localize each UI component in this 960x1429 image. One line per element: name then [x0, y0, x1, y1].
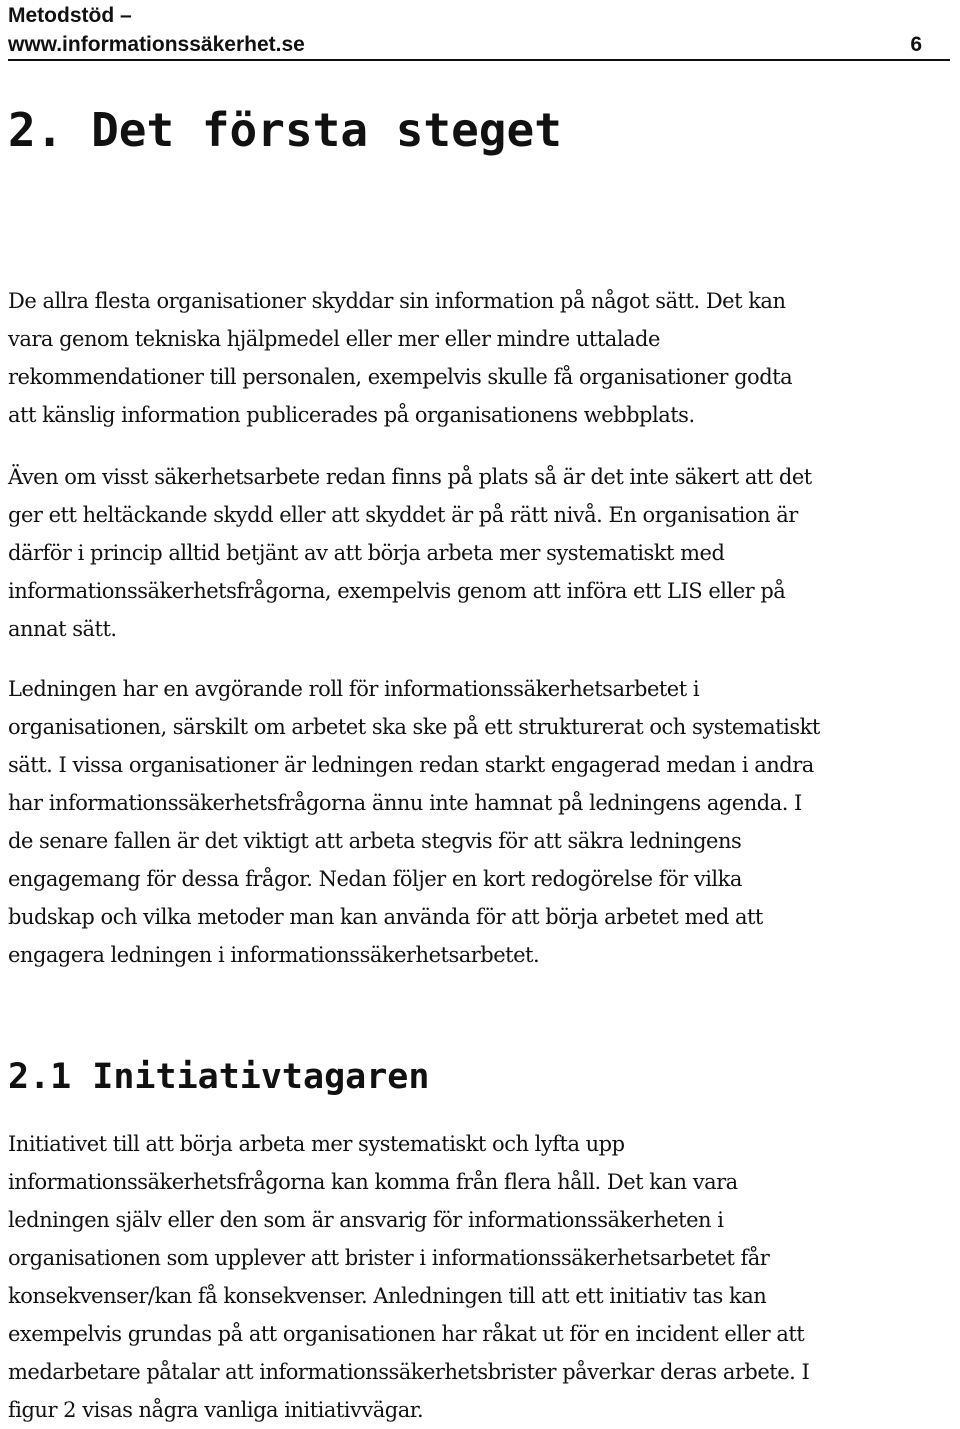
text-line: annat sätt. — [8, 617, 117, 641]
text-line: att känslig information publicerades på organisationens webbplats. — [8, 403, 695, 427]
paragraph — [8, 282, 960, 434]
text-line: Initiativet till att börja arbeta mer systematiskt och lyfta upp — [8, 1132, 625, 1156]
header-title: Metodstöd – — [8, 4, 132, 27]
page-number: 6 — [910, 33, 922, 56]
text-line: organisationen, särskilt om arbetet ska ske på ett strukturerat och systematiskt — [8, 715, 820, 739]
text-line: budskap och vilka metoder man kan använda för att börja arbetet med att — [8, 905, 763, 929]
section-heading: 2.1 Initiativtagaren — [8, 1057, 430, 1097]
text-line: informationssäkerhetsfrågorna kan komma från flera håll. Det kan vara — [8, 1170, 738, 1194]
text-line: rekommendationer till personalen, exempelvis skulle få organisationer godta — [8, 365, 793, 389]
text-line: medarbetare påtalar att informationssäkerhetsbrister påverkar deras arbete. I — [8, 1360, 810, 1384]
text-line: konsekvenser/kan få konsekvenser. Anledningen till att ett initiativ tas kan — [8, 1284, 767, 1308]
text-line: organisationen som upplever att brister i informationssäkerhetsarbetet får — [8, 1246, 770, 1270]
text-line: Ledningen har en avgörande roll för informationssäkerhetsarbetet i — [8, 677, 700, 701]
text-line: ger ett heltäckande skydd eller att skyddet är på rätt nivå. En organisation är — [8, 503, 798, 527]
paragraph — [8, 1125, 960, 1429]
text-line: engagemang för dessa frågor. Nedan följer en kort redogörelse för vilka — [8, 867, 742, 891]
header-website: www.informationssäkerhet.se — [8, 33, 305, 56]
text-line: har informationssäkerhetsfrågorna ännu inte hamnat på ledningens agenda. I — [8, 791, 802, 815]
paragraph — [8, 670, 960, 974]
text-line: informationssäkerhetsfrågorna, exempelvis genom att införa ett LIS eller på — [8, 579, 786, 603]
text-line: Även om visst säkerhetsarbete redan finns på plats så är det inte säkert att det — [8, 465, 812, 489]
text-line: engagera ledningen i informationssäkerhetsarbetet. — [8, 943, 540, 967]
text-line: de senare fallen är det viktigt att arbeta stegvis för att säkra ledningens — [8, 829, 742, 853]
text-line: ledningen själv eller den som är ansvarig för informationssäkerheten i — [8, 1208, 724, 1232]
text-line: exempelvis grundas på att organisationen har råkat ut för en incident eller att — [8, 1322, 805, 1346]
text-line: därför i princip alltid betjänt av att börja arbeta mer systematiskt med — [8, 541, 725, 565]
text-line: figur 2 visas några vanliga initiativvägar. — [8, 1398, 424, 1422]
text-line: sätt. I vissa organisationer är ledningen redan starkt engagerad medan i andra — [8, 753, 814, 777]
paragraph — [8, 458, 960, 648]
chapter-heading: 2. Det första steget — [8, 103, 562, 157]
text-line: De allra flesta organisationer skyddar sin information på något sätt. Det kan — [8, 289, 786, 313]
text-line: vara genom tekniska hjälpmedel eller mer eller mindre uttalade — [8, 327, 660, 351]
page-header — [8, 1, 950, 61]
